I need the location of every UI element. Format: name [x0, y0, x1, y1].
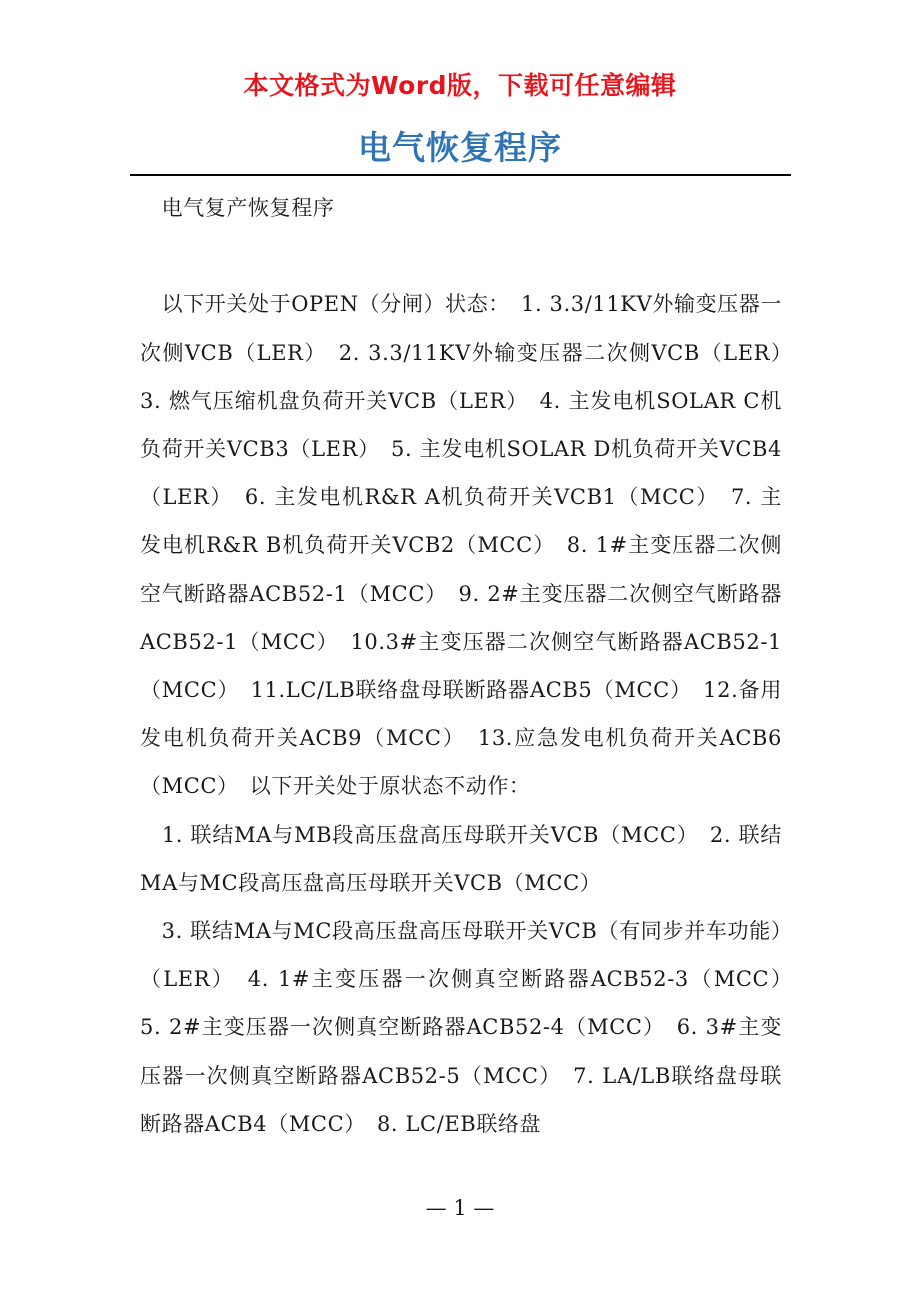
document-body: [140, 184, 804, 1148]
body-paragraph-unchanged-2: 3. 联结MA与MC段高压盘高压母联开关VCB（有同步并车功能）（LER） 4. 1#主变压器一次侧真空断路器ACB52-3（MCC） 5. 2#主变压器一次侧真空断路器ACB52-4（MCC） 6. 3#主变压器一次侧真空断路器ACB52-5（MCC） 7. LA/LB联络盘母联断路器ACB4（MCC） 8. LC/EB联络盘: [140, 919, 804, 1136]
document-title: 电气恢复程序: [358, 128, 562, 167]
title-divider: [130, 174, 791, 176]
page-number: — 1 —: [425, 1196, 495, 1220]
body-paragraph-unchanged-1: 1. 联结MA与MB段高压盘高压母联开关VCB（MCC） 2. 联结MA与MC段高压盘高压母联开关VCB（MCC）: [140, 822, 782, 895]
download-banner: 本文格式为Word版，下载可任意编辑: [243, 71, 677, 100]
blank-line: [140, 232, 782, 280]
body-paragraph-open-switches: 以下开关处于OPEN（分闸）状态： 1. 3.3/11KV外输变压器一次侧VCB（LER） 2. 3.3/11KV外输变压器二次侧VCB（LER） 3. 燃气压缩机盘负荷开关VCB（LER） 4. 主发电机SOLAR C机负荷开关VCB3（LER） 5. 主发电机SOLAR D机负荷开关VCB4（LER） 6. 主发电机R&R A机负荷开关VCB1（MCC） 7. 主发电机R&R B机负荷开关VCB2（MCC） 8. 1#主变压器二次侧空气断路器ACB52-1（MCC） 9. 2#主变压器二次侧空气断路器ACB52-1（MCC） 10.3#主变压器二次侧空气断路器ACB52-1（MCC） 11.LC/LB联络盘母联断路器ACB5（MCC） 12.备用发电机负荷开关ACB9（MCC） 13.应急发电机负荷开关ACB6（MCC） 以下开关处于原状态不动作：: [140, 292, 804, 799]
body-paragraph-heading: 电气复产恢复程序: [140, 196, 335, 220]
